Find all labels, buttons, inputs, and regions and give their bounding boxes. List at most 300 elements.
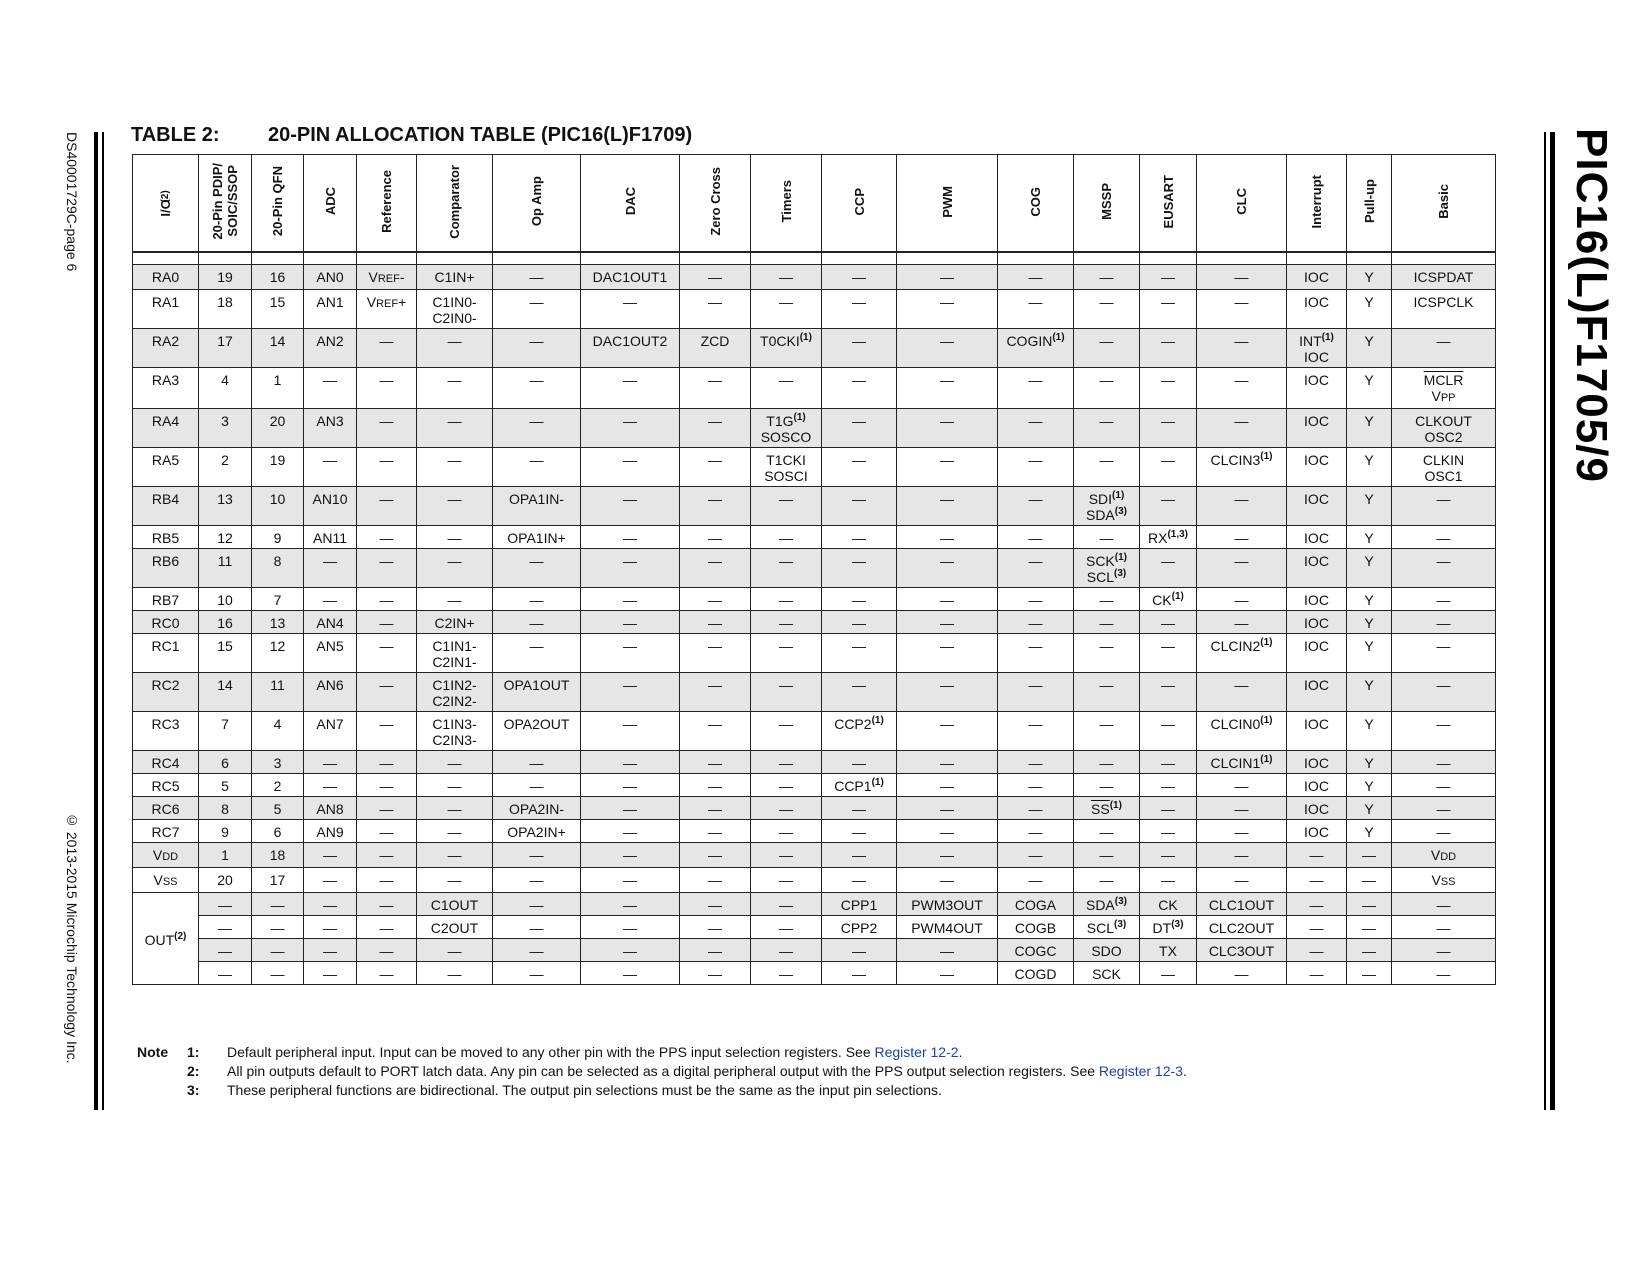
table-cell: — — [199, 962, 252, 985]
table-cell: 11 — [252, 673, 304, 712]
note-number: 3: — [187, 1082, 200, 1098]
table-cell: RA5 — [133, 448, 199, 487]
table-cell: 1 — [252, 368, 304, 409]
table-cell: — — [493, 916, 581, 939]
table-cell: — — [417, 962, 493, 985]
table-cell: 17 — [199, 329, 252, 368]
table-cell: OPA1OUT — [493, 673, 581, 712]
table-cell: — — [998, 751, 1074, 774]
table-cell: — — [680, 265, 751, 290]
table-cell: — — [751, 916, 822, 939]
table-cell: — — [822, 409, 897, 448]
column-header — [1140, 155, 1197, 253]
table-cell: — — [581, 549, 680, 588]
table-cell: — — [357, 329, 417, 368]
table-cell: — — [822, 962, 897, 985]
table-cell: 15 — [252, 290, 304, 329]
column-header — [1197, 155, 1287, 253]
table-cell: AN8 — [304, 797, 357, 820]
table-cell: — — [897, 939, 998, 962]
table-cell: — — [199, 893, 252, 916]
table-cell: — — [751, 868, 822, 893]
table-cell: — — [493, 329, 581, 368]
table-cell: Y — [1347, 774, 1392, 797]
table-cell: — — [1392, 774, 1496, 797]
table-cell: — — [1140, 820, 1197, 843]
table-cell: 11 — [199, 549, 252, 588]
table-row — [133, 868, 1496, 893]
table-cell: Y — [1347, 448, 1392, 487]
table-cell: — — [751, 843, 822, 868]
page-id: DS40001729C-page 6 — [64, 132, 80, 272]
table-cell: — — [897, 526, 998, 549]
table-cell: RC7 — [133, 820, 199, 843]
table-cell: COGC — [998, 939, 1074, 962]
table-cell: OPA2IN+ — [493, 820, 581, 843]
table-cell: — — [680, 843, 751, 868]
table-cell: — — [822, 526, 897, 549]
table-cell: INT$^{(1)}$ IOC — [1287, 329, 1347, 368]
table-cell: — — [751, 549, 822, 588]
table-cell: CCP1$^{(1)}$ — [822, 774, 897, 797]
column-header — [751, 155, 822, 253]
table-cell: — — [1392, 588, 1496, 611]
table-cell: — — [304, 868, 357, 893]
table-cell: COGB — [998, 916, 1074, 939]
table-title — [131, 124, 692, 147]
table-row — [133, 751, 1496, 774]
table-cell: — — [822, 588, 897, 611]
table-cell: 2 — [252, 774, 304, 797]
table-cell: — — [1392, 487, 1496, 526]
table-cell: — — [493, 962, 581, 985]
table-cell: — — [357, 549, 417, 588]
table-cell: CLCIN3$^{(1)}$ — [1197, 448, 1287, 487]
table-cell: — — [357, 588, 417, 611]
table-cell: — — [1140, 611, 1197, 634]
column-header-label: Timers — [778, 180, 794, 223]
table-cell: — — [357, 939, 417, 962]
table-cell: ZCD — [680, 329, 751, 368]
table-cell: — — [357, 868, 417, 893]
table-cell: COGIN$^{(1)}$ — [998, 329, 1074, 368]
note-body: All pin outputs default to PORT latch data. Any pin can be selected as a digital peripheral output with the PPS output selection registers. See — [227, 1063, 1099, 1079]
table-row — [133, 368, 1496, 409]
table-row — [133, 487, 1496, 526]
table-cell: — — [751, 290, 822, 329]
column-header-label: 20-Pin PDIP/ SOIC/SSOP — [210, 163, 240, 240]
table-cell: IOC — [1287, 797, 1347, 820]
note-text — [227, 1043, 962, 1062]
table-cell: Y — [1347, 751, 1392, 774]
table-cell: C1IN0- C2IN0- — [417, 290, 493, 329]
table-cell: — — [304, 588, 357, 611]
table-cell: 19 — [199, 265, 252, 290]
table-cell: CK — [1140, 893, 1197, 916]
table-cell: — — [751, 820, 822, 843]
table-cell: 13 — [199, 487, 252, 526]
table-cell: IOC — [1287, 368, 1347, 409]
table-cell: — — [998, 409, 1074, 448]
table-cell: SDO — [1074, 939, 1140, 962]
table-cell: — — [822, 751, 897, 774]
table-cell: AN0 — [304, 265, 357, 290]
table-cell: — — [1074, 265, 1140, 290]
table-cell: 16 — [252, 265, 304, 290]
table-row — [133, 526, 1496, 549]
table-cell: RC0 — [133, 611, 199, 634]
table-cell: — — [822, 673, 897, 712]
table-cell: — — [1140, 265, 1197, 290]
table-cell: RX$^{(1,3)}$ — [1140, 526, 1197, 549]
table-cell: — — [751, 712, 822, 751]
note-end: . — [958, 1044, 963, 1060]
table-cell: Y — [1347, 673, 1392, 712]
table-cell: IOC — [1287, 774, 1347, 797]
table-cell: — — [897, 751, 998, 774]
table-row — [133, 673, 1496, 712]
table-cell: — — [1197, 843, 1287, 868]
table-cell: RC3 — [133, 712, 199, 751]
table-cell: VREF- — [357, 265, 417, 290]
table-cell: — — [1074, 843, 1140, 868]
table-cell: — — [1197, 329, 1287, 368]
table-cell: RC6 — [133, 797, 199, 820]
column-header-label: Pull-up — [1361, 179, 1377, 224]
table-cell: — — [1287, 962, 1347, 985]
table-cell: — — [357, 368, 417, 409]
table-cell: — — [1074, 409, 1140, 448]
left-margin-rule-thin — [102, 132, 104, 1110]
table-cell: — — [897, 329, 998, 368]
table-cell: C1IN1- C2IN1- — [417, 634, 493, 673]
table-cell: — — [304, 893, 357, 916]
table-cell: — — [998, 290, 1074, 329]
table-cell: — — [822, 290, 897, 329]
table-cell: — — [493, 368, 581, 409]
table-cell: — — [417, 797, 493, 820]
table-cell: — — [357, 774, 417, 797]
table-cell: — — [1392, 820, 1496, 843]
table-cell: 13 — [252, 611, 304, 634]
column-header-label: PWM — [939, 185, 955, 218]
table-cell: CPP1 — [822, 893, 897, 916]
table-cell: C2IN+ — [417, 611, 493, 634]
table-cell: 8 — [252, 549, 304, 588]
table-cell: SDA$^{(3)}$ — [1074, 893, 1140, 916]
table-cell: — — [493, 611, 581, 634]
table-cell: — — [822, 549, 897, 588]
table-cell: TX — [1140, 939, 1197, 962]
table-cell: — — [357, 962, 417, 985]
table-cell: 6 — [199, 751, 252, 774]
table-cell: AN11 — [304, 526, 357, 549]
table-caption: 20-PIN ALLOCATION TABLE (PIC16(L)F1709) — [268, 124, 693, 146]
table-cell: — — [822, 265, 897, 290]
table-cell: IOC — [1287, 409, 1347, 448]
table-cell: — — [1140, 549, 1197, 588]
table-cell: — — [1074, 611, 1140, 634]
table-cell: 8 — [199, 797, 252, 820]
table-cell: RC1 — [133, 634, 199, 673]
table-cell: DAC1OUT2 — [581, 329, 680, 368]
table-cell: — — [897, 868, 998, 893]
table-cell: — — [897, 368, 998, 409]
table-cell: — — [1197, 962, 1287, 985]
table-cell: CLC1OUT — [1197, 893, 1287, 916]
table-cell: — — [581, 712, 680, 751]
table-cell: AN7 — [304, 712, 357, 751]
table-cell: — — [680, 368, 751, 409]
table-cell: IOC — [1287, 673, 1347, 712]
column-header-label: Zero Cross — [707, 167, 723, 236]
table-cell: — — [304, 916, 357, 939]
table-cell: RC5 — [133, 774, 199, 797]
table-cell: — — [1074, 820, 1140, 843]
table-cell: — — [1347, 868, 1392, 893]
table-cell: — — [1140, 712, 1197, 751]
table-cell: — — [357, 751, 417, 774]
note-label-spacer — [137, 1062, 187, 1081]
table-cell: — — [581, 290, 680, 329]
copyright: © 2013-2015 Microchip Technology Inc. — [64, 812, 80, 1064]
table-cell: — — [199, 939, 252, 962]
table-cell: — — [751, 797, 822, 820]
table-row — [133, 409, 1496, 448]
table-cell: Y — [1347, 290, 1392, 329]
table-cell: — — [581, 868, 680, 893]
table-cell: 9 — [199, 820, 252, 843]
table-cell: — — [998, 868, 1074, 893]
table-cell: — — [1287, 939, 1347, 962]
table-row — [133, 329, 1496, 368]
table-cell: — — [1074, 368, 1140, 409]
table-cell: — — [998, 797, 1074, 820]
table-row — [133, 797, 1496, 820]
note-1 — [137, 1043, 1187, 1062]
table-cell: Y — [1347, 588, 1392, 611]
table-cell: — — [581, 634, 680, 673]
table-cell: — — [751, 962, 822, 985]
table-cell: — — [897, 820, 998, 843]
table-cell: CLCIN1$^{(1)}$ — [1197, 751, 1287, 774]
table-cell: — — [581, 526, 680, 549]
table-cell: Y — [1347, 526, 1392, 549]
table-cell: — — [897, 634, 998, 673]
note-label-spacer — [137, 1081, 187, 1100]
table-cell: — — [1392, 526, 1496, 549]
note-label: Note — [137, 1044, 169, 1060]
table-cell: — — [897, 549, 998, 588]
table-cell: — — [1140, 448, 1197, 487]
table-cell: 18 — [199, 290, 252, 329]
table-cell: — — [1140, 673, 1197, 712]
table-cell: 3 — [252, 751, 304, 774]
table-cell: — — [417, 843, 493, 868]
table-cell: — — [417, 774, 493, 797]
table-cell: — — [680, 868, 751, 893]
table-cell: — — [417, 368, 493, 409]
table-cell: Y — [1347, 549, 1392, 588]
table-cell: 7 — [199, 712, 252, 751]
table-cell: IOC — [1287, 634, 1347, 673]
table-cell: IOC — [1287, 549, 1347, 588]
table-cell: — — [1392, 673, 1496, 712]
table-cell: — — [998, 526, 1074, 549]
table-cell: — — [417, 549, 493, 588]
table-cell: — — [1392, 329, 1496, 368]
table-cell: — — [1197, 526, 1287, 549]
column-header-label: DAC — [622, 187, 638, 216]
table-cell: 18 — [252, 843, 304, 868]
table-cell: C1IN2- C2IN2- — [417, 673, 493, 712]
table-cell: C1IN+ — [417, 265, 493, 290]
table-cell: 17 — [252, 868, 304, 893]
column-header — [1287, 155, 1347, 253]
table-cell: OPA1IN- — [493, 487, 581, 526]
table-cell: — — [493, 634, 581, 673]
table-cell: C1OUT — [417, 893, 493, 916]
table-cell: RA1 — [133, 290, 199, 329]
table-cell: 15 — [199, 634, 252, 673]
table-cell: — — [897, 712, 998, 751]
table-cell: — — [751, 611, 822, 634]
table-cell: — — [897, 409, 998, 448]
table-cell: — — [581, 797, 680, 820]
table-cell: — — [1392, 611, 1496, 634]
table-cell: — — [1140, 843, 1197, 868]
table-row-out — [133, 939, 1496, 962]
table-cell: CPP2 — [822, 916, 897, 939]
table-row — [133, 588, 1496, 611]
table-cell: — — [417, 751, 493, 774]
table-cell: — — [304, 962, 357, 985]
table-cell: — — [493, 868, 581, 893]
table-cell: 20 — [199, 868, 252, 893]
table-cell: 6 — [252, 820, 304, 843]
table-cell: — — [493, 893, 581, 916]
table-cell: — — [751, 774, 822, 797]
table-cell: Y — [1347, 409, 1392, 448]
table-cell: — — [751, 487, 822, 526]
table-cell: AN1 — [304, 290, 357, 329]
table-cell: — — [1392, 962, 1496, 985]
table-cell: — — [304, 774, 357, 797]
column-header — [581, 155, 680, 253]
table-row-out — [133, 893, 1496, 916]
column-header-label: Interrupt — [1309, 174, 1324, 229]
register-link[interactable]: Register 12-2 — [874, 1044, 959, 1060]
column-header-label: Reference — [379, 170, 394, 233]
table-cell: — — [1347, 939, 1392, 962]
table-cell: $\overline{SS}^{(1)}$ — [1074, 797, 1140, 820]
table-cell: 14 — [252, 329, 304, 368]
table-cell: — — [357, 448, 417, 487]
table-cell: 7 — [252, 588, 304, 611]
table-cell: — — [822, 797, 897, 820]
table-cell: — — [1074, 588, 1140, 611]
table-cell: — — [581, 409, 680, 448]
table-cell: — — [581, 893, 680, 916]
table-cell: 3 — [199, 409, 252, 448]
table-cell: — — [998, 820, 1074, 843]
register-link[interactable]: Register 12-3 — [1098, 1063, 1183, 1079]
table-cell: — — [493, 843, 581, 868]
table-cell: IOC — [1287, 712, 1347, 751]
table-cell: COGA — [998, 893, 1074, 916]
table-cell: — — [1392, 712, 1496, 751]
table-cell: — — [1074, 673, 1140, 712]
table-cell: AN5 — [304, 634, 357, 673]
table-cell: — — [417, 588, 493, 611]
table-cell: 5 — [252, 797, 304, 820]
table-cell: — — [357, 843, 417, 868]
table-cell: IOC — [1287, 448, 1347, 487]
table-cell: — — [357, 611, 417, 634]
table-cell: VDD — [1392, 843, 1496, 868]
table-cell: 4 — [252, 712, 304, 751]
note-text — [227, 1062, 1187, 1081]
table-cell: RB5 — [133, 526, 199, 549]
table-cell: — — [1197, 265, 1287, 290]
table-cell: AN10 — [304, 487, 357, 526]
table-cell: — — [998, 774, 1074, 797]
table-cell: — — [1140, 634, 1197, 673]
table-row — [133, 290, 1496, 329]
note-number: 1: — [187, 1044, 200, 1060]
table-cell: CCP2$^{(1)}$ — [822, 712, 897, 751]
table-cell: — — [417, 820, 493, 843]
table-cell: CLC3OUT — [1197, 939, 1287, 962]
table-cell: — — [417, 526, 493, 549]
table-cell: RC4 — [133, 751, 199, 774]
table-cell: OPA2OUT — [493, 712, 581, 751]
table-cell: OPA1IN+ — [493, 526, 581, 549]
table-cell: — — [1392, 916, 1496, 939]
table-cell: 12 — [199, 526, 252, 549]
table-cell: — — [1197, 611, 1287, 634]
table-cell: — — [680, 916, 751, 939]
table-cell: — — [357, 634, 417, 673]
table-cell: SCK — [1074, 962, 1140, 985]
table-header-row — [133, 155, 1496, 253]
table-cell: — — [897, 774, 998, 797]
table-cell: — — [822, 611, 897, 634]
table-row — [133, 820, 1496, 843]
table-cell: — — [680, 962, 751, 985]
table-cell: — — [1392, 797, 1496, 820]
table-cell: — — [252, 893, 304, 916]
table-cell: — — [417, 448, 493, 487]
note-2 — [137, 1062, 1187, 1081]
pin-allocation-table — [132, 154, 1496, 985]
column-header-label: ADC — [322, 187, 338, 216]
table-cell: Y — [1347, 820, 1392, 843]
out-label-cell: OUT$^{(2)}$ — [133, 893, 199, 985]
table-cell: VSS — [133, 868, 199, 893]
table-cell: — — [751, 893, 822, 916]
column-header — [199, 155, 252, 253]
table-cell: — — [751, 368, 822, 409]
table-cell: Y — [1347, 329, 1392, 368]
table-cell: — — [1074, 751, 1140, 774]
table-cell: — — [357, 487, 417, 526]
table-cell: — — [998, 549, 1074, 588]
table-cell: — — [252, 916, 304, 939]
table-cell: — — [1140, 774, 1197, 797]
table-cell: — — [581, 916, 680, 939]
table-cell: — — [1347, 962, 1392, 985]
